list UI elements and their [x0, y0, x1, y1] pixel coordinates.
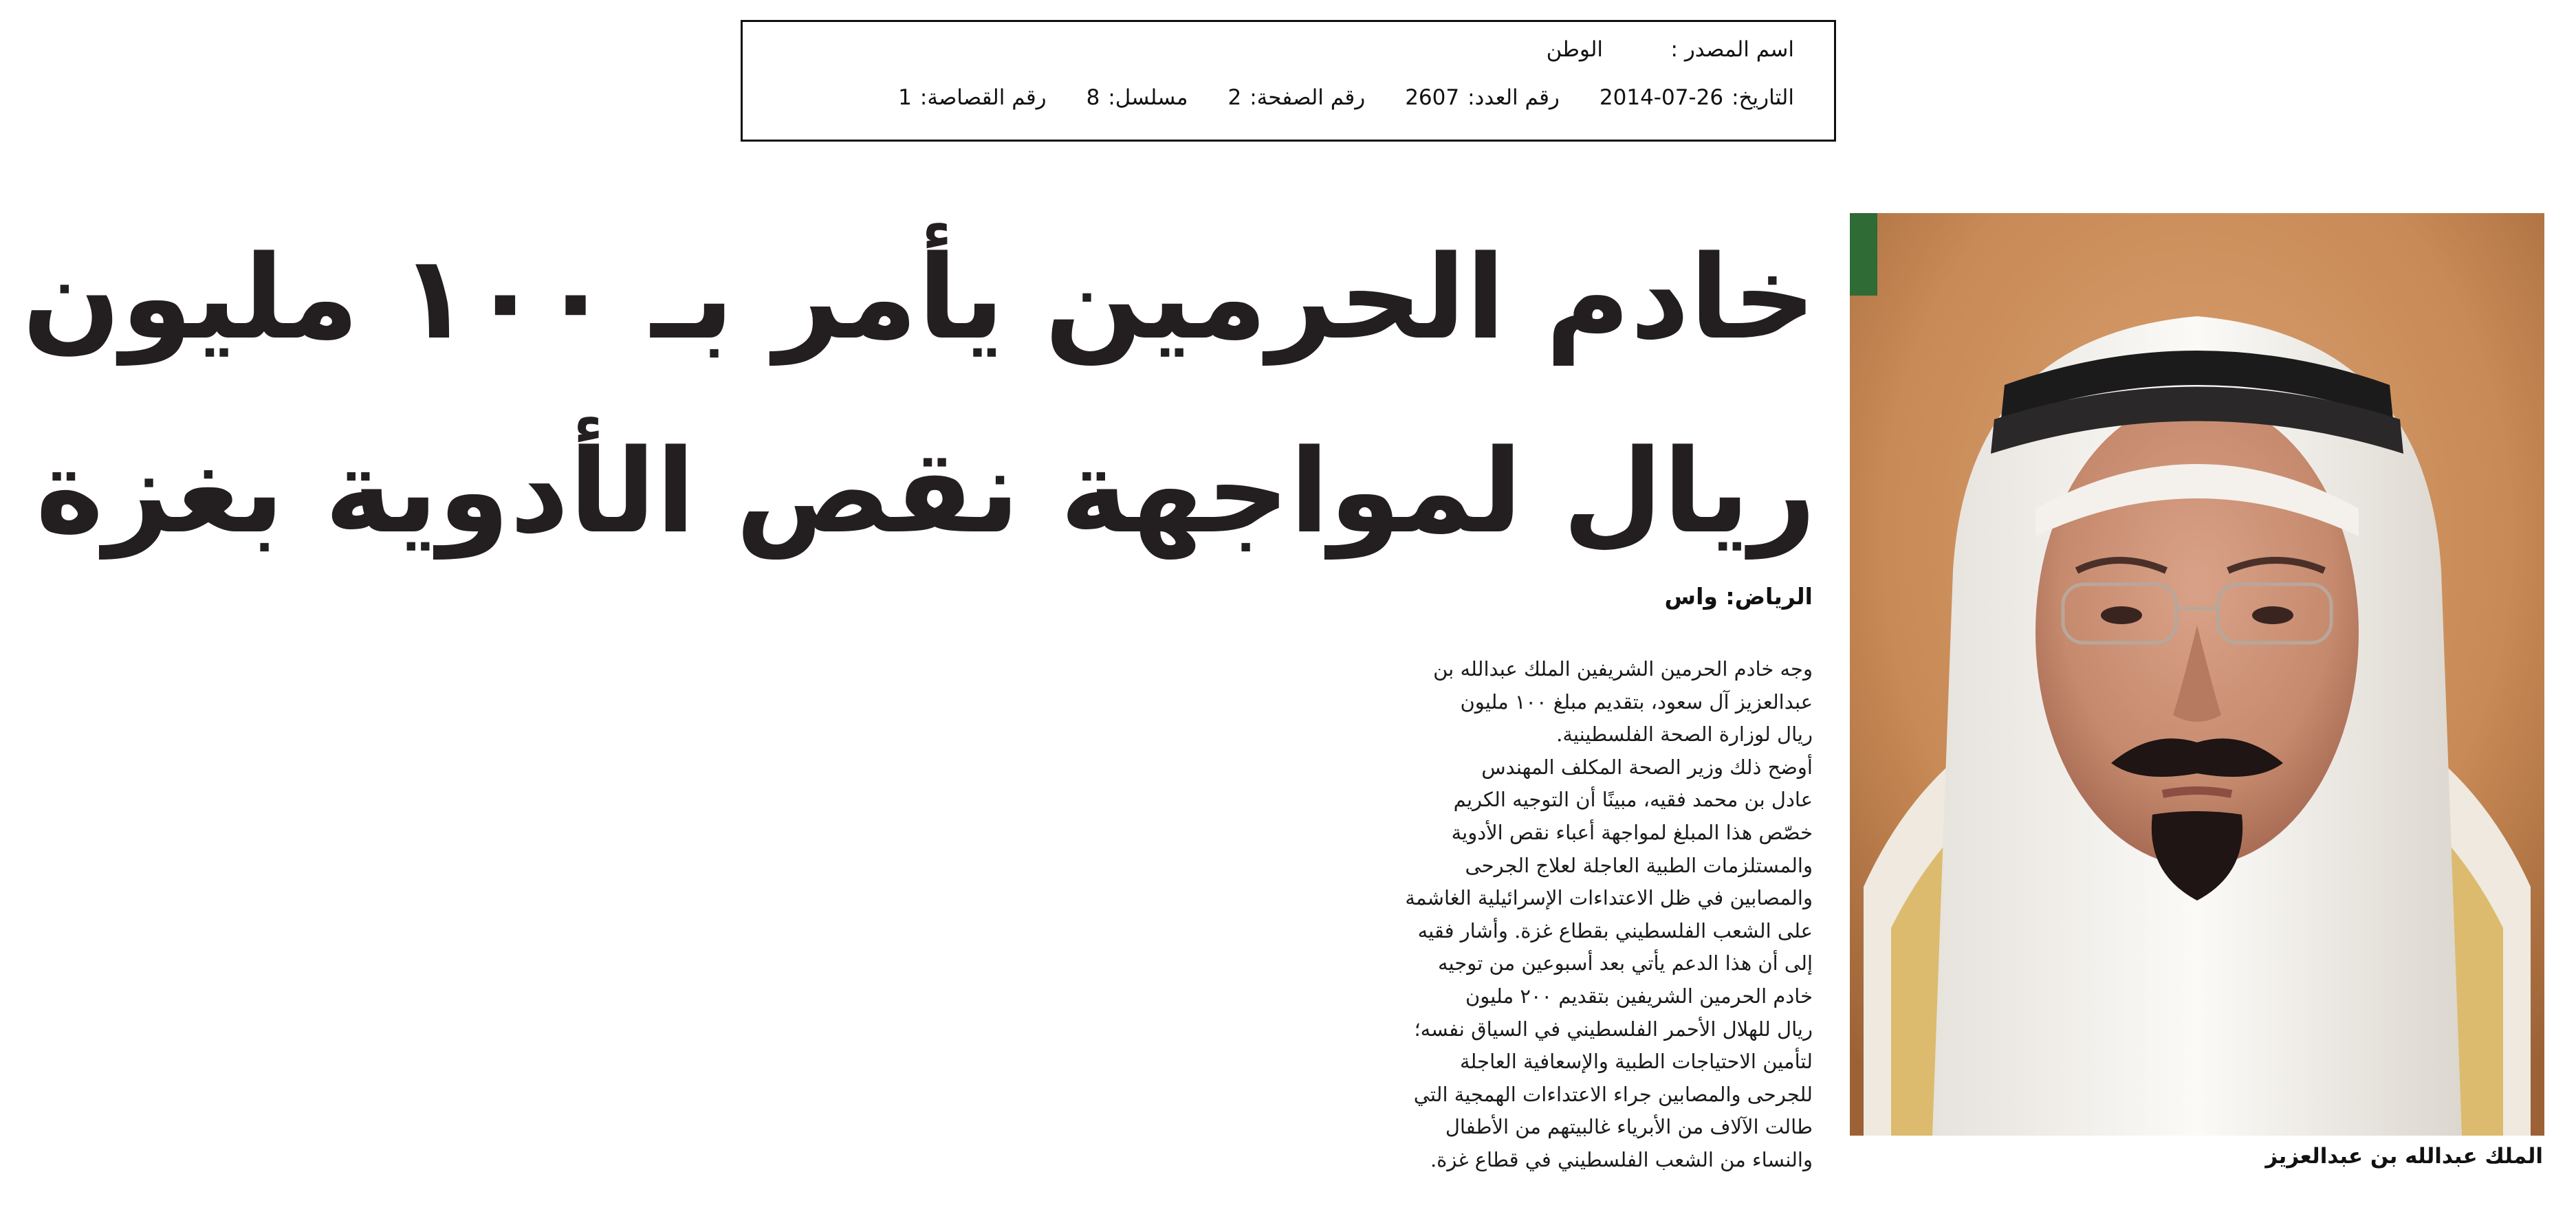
article-body: [1405, 653, 1813, 1177]
serial-field: [1087, 85, 1188, 110]
source-info-box: [741, 20, 1836, 142]
body-line: لتأمين الاحتياجات الطبية والإسعافية العاجلة: [1460, 1050, 1813, 1074]
body-line: للجرحى والمصابين جراء الاعتداءات الهمجية التي: [1413, 1082, 1813, 1106]
date-field: [1600, 85, 1794, 110]
body-line: وجه خادم الحرمين الشريفين الملك عبدالله بن: [1433, 657, 1813, 681]
mouth: [2163, 791, 2231, 794]
article-headline: [22, 201, 1816, 588]
body-line: والمستلزمات الطبية العاجلة لعلاج الجرحى: [1465, 853, 1813, 877]
source-row: [1547, 37, 1794, 62]
portrait-illustration: [1850, 213, 2544, 1136]
photo-caption: الملك عبدالله بن عبدالعزيز: [2265, 1144, 2543, 1169]
body-line: عادل بن محمد فقيه، مبينًا أن التوجيه الكريم: [1453, 788, 1813, 812]
body-line: والمصابين في ظل الاعتداءات الإسرائيلية الغاشمة: [1405, 886, 1813, 910]
issue-value: 2607: [1405, 85, 1460, 110]
flag-corner: [1850, 213, 1877, 296]
date-value: 2014-07-26: [1599, 85, 1724, 110]
clip-value: 1: [898, 85, 912, 110]
body-line: طالت الآلاف من الأبرياء غالبيتهم من الأطفال: [1445, 1115, 1813, 1139]
source-value: الوطن: [1546, 37, 1603, 62]
date-label: التاريخ:: [1732, 85, 1794, 110]
body-line: ريال لوزارة الصحة الفلسطينية.: [1556, 722, 1813, 747]
issue-label: رقم العدد:: [1467, 85, 1560, 110]
clip-field: [898, 85, 1046, 110]
body-line: إلى أن هذا الدعم يأتي بعد أسبوعين من توجيه: [1438, 951, 1813, 975]
serial-label: مسلسل:: [1108, 85, 1188, 110]
source-label: اسم المصدر :: [1670, 37, 1794, 62]
body-line: على الشعب الفلسطيني بقطاع غزة. وأشار فقيه: [1417, 918, 1813, 942]
body-line: خادم الحرمين الشريفين بتقديم ٢٠٠ مليون: [1465, 984, 1813, 1008]
right-eye: [2252, 606, 2293, 624]
portrait-photo: [1850, 213, 2544, 1136]
meta-details-row: [898, 85, 1794, 110]
article-dateline: الرياض: واس: [1664, 583, 1813, 610]
page-label: رقم الصفحة:: [1249, 85, 1366, 110]
issue-field: [1405, 85, 1560, 110]
headline-line-2: ريال لمواجهة نقص الأدوية بغزة: [35, 424, 1816, 559]
body-line: ريال للهلال الأحمر الفلسطيني في السياق نفسه؛: [1414, 1017, 1813, 1041]
body-line: والنساء من الشعب الفلسطيني في قطاع غزة.: [1430, 1147, 1813, 1171]
body-line: أوضح ذلك وزير الصحة المكلف المهندس: [1481, 755, 1813, 779]
clip-label: رقم القصاصة:: [919, 85, 1047, 110]
left-eye: [2101, 606, 2142, 624]
serial-value: 8: [1086, 85, 1100, 110]
page-value: 2: [1227, 85, 1242, 110]
headline-line-1: خادم الحرمين يأمر بـ ١٠٠ مليون: [22, 230, 1816, 365]
page-field: [1227, 85, 1365, 110]
body-line: عبدالعزيز آل سعود، بتقديم مبلغ ١٠٠ مليون: [1460, 689, 1813, 714]
body-line: خصّص هذا المبلغ لمواجهة أعباء نقص الأدوية: [1451, 820, 1813, 844]
